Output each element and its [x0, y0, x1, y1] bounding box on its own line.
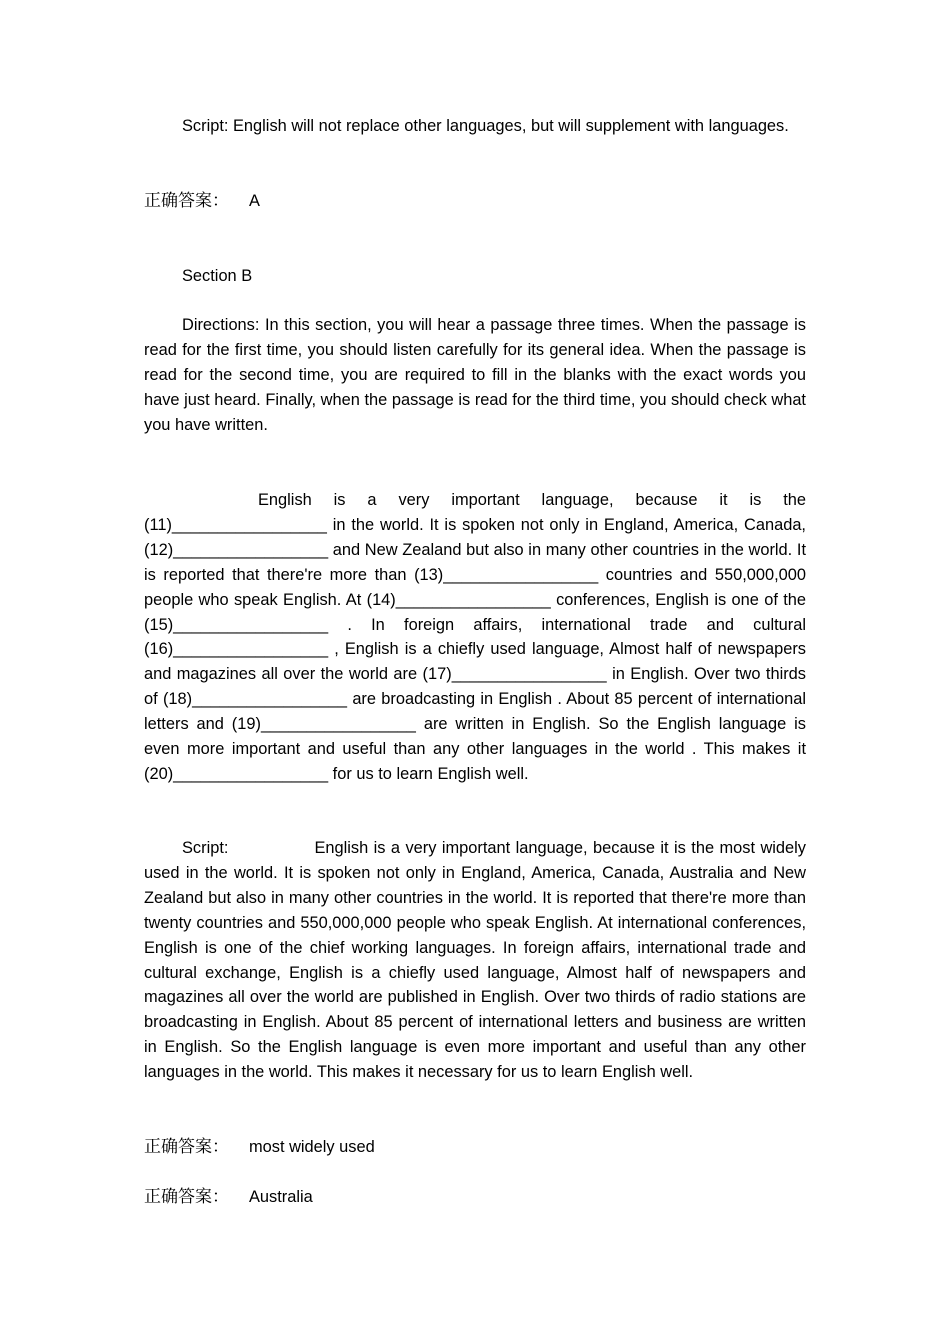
script-text: English is a very important language, because it is the most widely used in the world. It is spoken not only in England, America, Canada, Australia and New Zealand but also in many other countries in the world. It is reported that there're more than twenty countries and 550,000,000 people who speak English. At international conferences, English is one of the chief working languages. In foreign affairs, international trade and cultural exchange, English is a chiefly used language, Almost half of newspapers and magazines all over the world are published in English. Over two thirds of radio stations are broadcasting in English. About 85 percent of international letters and business are written in English. So the English language is even more important and useful than any other languages in the world. This makes it necessary for us to learn English well.	[144, 839, 806, 1082]
passage-text: in the world. It is spoken not only in England, America, Canada,	[326, 515, 806, 534]
passage-text: countries and 550,000,000 people who speak English. At	[144, 565, 806, 609]
passage-text: . In foreign affairs, international trade and cultural	[328, 615, 806, 634]
script-paragraph: Script: English will not replace other languages, but will supplement with languages.	[182, 117, 789, 135]
blank-18: (18)_________________	[162, 690, 348, 709]
answer-label: 正确答案：	[144, 191, 229, 211]
blank-15: (15)_________________	[144, 615, 329, 634]
answer-row	[144, 189, 806, 214]
answer-row	[144, 1185, 806, 1210]
blank-20: (20)_________________	[144, 764, 329, 783]
directions-paragraph: Directions: In this section, you will hear a passage three times. When the passage is read for the first time, you should listen carefully for its general idea. When the passage is read for the second time, you are required to fill in the blanks with the exact words you have just heard. Finally, when the passage is read for the third time, you should check what you have written.	[144, 316, 806, 434]
passage-text: and New Zealand but also in many other countries in the world. It is reported that there're more than	[144, 540, 806, 584]
section-title: Section B	[182, 267, 253, 285]
passage-text: in English. Over two thirds of	[144, 665, 806, 709]
answer-label: 正确答案：	[144, 1187, 229, 1207]
answer-value: most widely used	[249, 1138, 375, 1156]
answer-row	[144, 1135, 806, 1160]
passage-text: conferences, English is one of the	[550, 590, 806, 609]
answer-value: A	[249, 192, 260, 210]
answer-label: 正确答案：	[144, 1137, 229, 1157]
passage-text: are written in English. So the English language is even more important and useful than any other languages in the world . This makes it	[144, 715, 806, 759]
passage-text: , English is a chiefly used language, Almost half of newspapers and magazines all over the world are	[144, 640, 806, 684]
answer-value: Australia	[249, 1188, 313, 1206]
blank-19: (19)_________________	[231, 715, 416, 734]
script-full-paragraph	[144, 836, 806, 1085]
blank-16: (16)_________________	[144, 640, 329, 659]
passage-text: are broadcasting in English . About 85 percent of international letters and	[144, 690, 807, 734]
blank-11: (11)_________________	[144, 515, 327, 534]
blank-17: (17)_________________	[422, 665, 607, 684]
blank-12: (12)_________________	[144, 540, 329, 559]
blank-13: (13)_________________	[414, 565, 599, 584]
blank-14: (14)_________________	[366, 590, 551, 609]
passage-text: English is a very important language, because it is the	[258, 491, 806, 509]
passage-text: for us to learn English well.	[328, 764, 529, 783]
script-label: Script:	[182, 839, 229, 857]
passage-paragraph	[144, 488, 806, 787]
